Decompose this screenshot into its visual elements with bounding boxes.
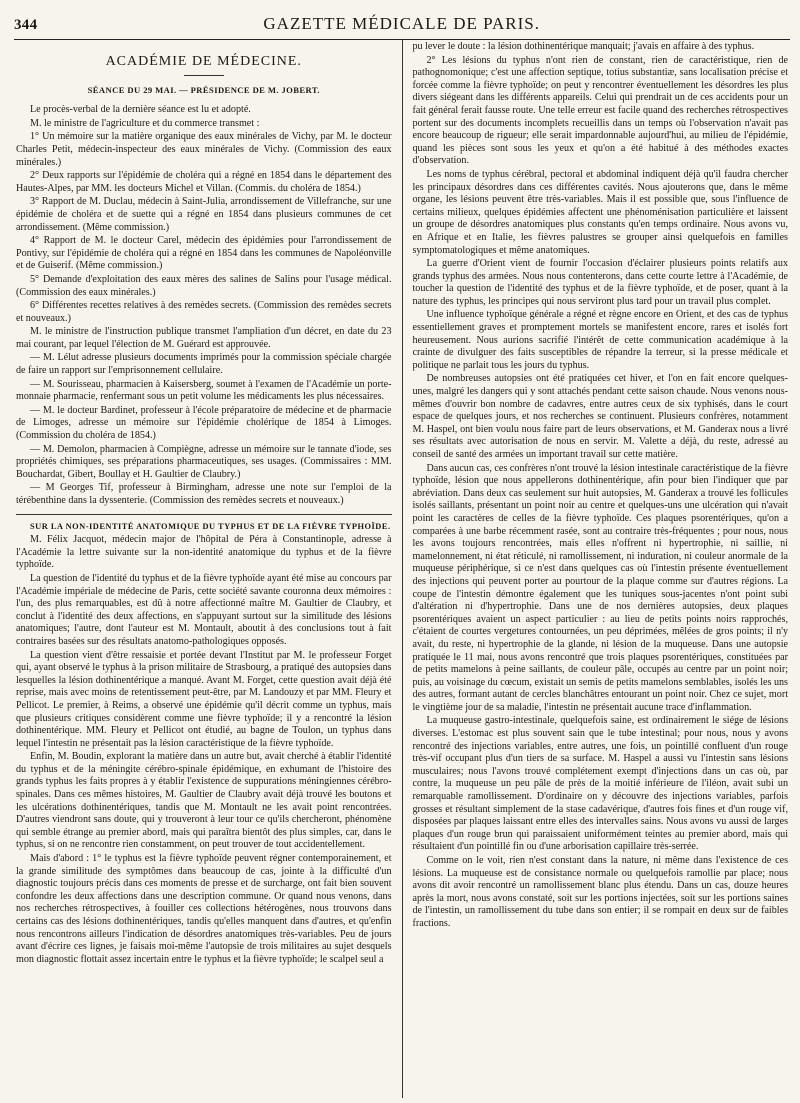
paragraph: 5° Demande d'exploitation des eaux mères des salines de Salins pour l'usage médical. (Commission des eaux minérales.) [16,273,392,298]
paragraph: 1° Un mémoire sur la matière organique des eaux minérales de Vichy, par M. le docteur Charles Petit, médecin-inspecteur des eaux minérales de Vichy. (Commission des eaux minérales.) [16,131,392,168]
paragraph: — M. le docteur Bardinet, professeur à l'école préparatoire de médecine et de pharmacie de Limoges, adresse un mémoire sur l'épidémie cholérique de 1854 à Limoges. (Commission du choléra de 1854.) [16,404,392,442]
paragraph: M. le ministre de l'instruction publique transmet l'ampliation d'un décret, en date du 23 mai courant, par lequel l'élection de M. Guérard est approuvée. [16,326,392,350]
paragraph: pu lever le doute : la lésion dothinentérique manquait; j'avais en affaire à des typhus. [412,41,755,52]
page-number: 344 [14,17,38,33]
paragraph: Dans aucun cas, ces confrères n'ont trouvé la lésion intestinale caractéristique de la fièvre typhoïde, lésion que nous appellerons dothinentérique, afin pour bien l'indiquer que par abréviation. Dans deux cas seulement sur huit autopsies, M. Ganderax a trouvé les follicules isolés saillants, présentant un point noir au centre et quelques-uns une ulcération qui n'avait point les caractères de celles de la fièvre typhoïde. Ces plaques psorentériques, qu'on a comparées à une barbe récemment rasée, sont au contraire très-fréquentes ; pour nous, nous les avons toujours rencontrées, mais elles n'offrent ni hypertrophie, ni saillie, ni mamelonnement, ni état réticulé, ni ramollissement, ni induration, ni couleur anormale de la muqueuse périphérique, si ce n'est dans quelques cas où l'intestin présente éventuellement des injections qui peuvent porter au pourtour de la plaque comme sur d'autres régions. La coupe de l'intestin démontre également que les tuniques sous-jacentes n'ont point subi d'altération ni d'hypertrophie. Dans une de nos dernières autopsies, deux plaques psorentériques avaient un aspect particulier : au lieu de petits points noirs rapprochés, c'étaient de courtes vergetures contournées, un peu déprimées, mêlées de gros points; il n'y avait, du reste, ni hypertrophie de la glande, ni lésion de la muqueuse. Dans une autopsie pratiquée le 11 mai, nous avons rencontré que trois plaques psorentériques, constituées par de petits mamelons à peine saillants, de couleur pâle, occupés au centre par un point noir; puis, au voisinage du cœcum, existait un semis de petits mamelons semblables, isolés les uns des autres, formant autant de cercles blanchâtres entourant un point noir. Chez ce sujet, mort le vingtième jour de sa maladie, l'intestin ne présentait aucune trace d'inflammation. [412,462,788,713]
paragraph: 2° Deux rapports sur l'épidémie de choléra qui a régné en 1854 dans le département des Hautes-Alpes, par MM. les docteurs Michel et Villan. (Commis. du choléra de 1854.) [16,170,392,194]
paragraph: 6° Différentes recettes relatives à des remèdes secrets. (Commission des remèdes secrets et nouveaux.) [16,300,392,324]
paragraph: Une influence typhoïque générale a régné et règne encore en Orient, et des cas de typhus essentiellement graves et promptement mortels se manifestent encore, rares et isolés fort heureusement. Nous aurions sacrifié l'intérêt de cette communication académique à la crainte de divulguer des faits susceptibles de répandre la terreur, si la presse médicale et politique ne parlait tous les jours du typhus. [412,309,788,371]
paragraph: — M. Demolon, pharmacien à Compiègne, adresse un mémoire sur le tannate d'iode, ses propriétés chimiques, ses préparations pharmaceutiques, ses usages. (Commissaires : MM. Bouchardat, Gibert, Boullay et H. Gaultier de Claubry.) [16,443,392,480]
subsection-title: SUR LA NON-IDENTITÉ ANATOMIQUE DU TYPHUS ET DE LA FIÈVRE TYPHOÏDE. [30,521,391,531]
paragraph: — M. Sourisseau, pharmacien à Kaisersberg, soumet à l'examen de l'Académie un porte-monnaie pharmacie, renfermant sous un petit volume les médicaments les plus nécessaires. [16,378,392,403]
section-title-rule [184,75,224,76]
paragraph: 4° Rapport de M. le docteur Carel, médecin des épidémies pour l'arrondissement de Pontivy, sur l'épidémie de choléra qui a régné en 1854 dans les communes de Napoléonville et de Guiserif. (Même commission.) [16,235,392,272]
two-column-body [14,40,790,1098]
paragraph: 2° Les lésions du typhus n'ont rien de constant, rien de caractéristique, rien de pathognomonique; c'est une affection septique, totius substantiæ, sans localisation précise et forcée comme la fièvre typhoïde; on peut y rencontrer éventuellement les désordres les plus divers siégeant dans les différents appareils. Celui qui prendrait un de ces accidents pour un fait général ferait fausse route. Une telle erreur est facile quand des recherches rétrospectives portent sur des documents incomplets recueillis dans un temps où l'observation n'avait pas encore beaucoup de rigueur; elle serait impardonnable aujourd'hui, au milieu de l'épidémie, quand les pièces sont sous les yeux et qu'on a été habitué à des méthodes exactes d'observation. [412,54,788,167]
page-header [14,14,790,34]
subsection-rule [16,514,392,515]
paragraph: La guerre d'Orient vient de fournir l'occasion d'éclairer plusieurs points relatifs aux grands typhus des armées. Nous nous contenterons, dans cette courte lettre à l'Académie, de toucher la question de l'identité des typhus et de la fièvre typhoïde, et de poser, quant à la nature des typhus, les principes qui nous serviront plus tard pour un travail plus complet. [412,258,788,307]
paragraph: Comme on le voit, rien n'est constant dans la nature, ni même dans l'existence de ces lésions. La muqueuse est de consistance normale ou quelquefois ramollie par place; nous avons dit avoir rencontré un ramollissement blanc plus étendu. Dans un cas, douze heures après la mort, nous avons constaté, soit sur les portions injectées, soit sur les portions saines de l'intestin, un ramollissement du tube dans son entier; il se rompait en deux sur de faibles fractions. [412,855,788,929]
paragraph: Enfin, M. Boudin, explorant la matière dans un autre but, avait cherché à établir l'identité du typhus et de la méningite cérébro-spinale épidémique, en exhumant de l'histoire des grands typhus les faits propres à y établir l'existence de suppurations méningiennes cérébro-spinales. Dans ces mêmes histoires, M. Gaultier de Claubry avait déjà trouvé les boutons et les ulcérations dothinentériques, tandis que M. Montault ne les avait point rencontrées. D'autres viendront sans doute, qui y trouveront à leur tour ce qu'ils chercheront, phénomène qui semble étrange au premier abord, mais qui paraîtra bientôt des plus simples, car, dans le typhus, si on ne rencontre rien constamment, on peut trouver de tout accidentellement. [16,751,392,851]
journal-title: GAZETTE MÉDICALE DE PARIS. [263,14,540,33]
paragraph: Les noms de typhus cérébral, pectoral et abdominal indiquent déjà qu'il faudra chercher les principaux désordres dans ces différentes cavités. Nous ajouterons que, dans le même organe, les lésions peuvent être très-variables. Mais il est possible que, sous l'influence de certains milieux, quelques épidémies affectent une phénoménisation particulière et laissent un groupe de désordres anatomiques plus constants qu'en temps ordinaire. Nous avons vu, en Afrique et en Italie, les fièvres palustres se grouper ainsi quelquefois en familles symptomatologiques et même anatomiques. [412,168,788,256]
paragraph: M. le ministre de l'agriculture et du commerce transmet : [30,117,260,129]
paragraph: — M. Lélut adresse plusieurs documents imprimés pour la commission spéciale chargée de faire un rapport sur l'emprisonnement cellulaire. [16,352,392,377]
paragraph: Le procès-verbal de la dernière séance est lu et adopté. [30,104,251,116]
section-title: ACADÉMIE DE MÉDECINE. [105,54,302,69]
paragraph: De nombreuses autopsies ont été pratiquées cet hiver, et l'on en fait encore quelques-unes, malgré les dangers qui y sont attachés pendant cette saison chaude. Nous venons nous-mêmes d'ouvrir bon nombre de cadavres, entre autres ceux de six typhisés, dans le court espace de quelques jours, et nos recherches se continuent. Plusieurs confrères, notamment M. Haspel, ont bien voulu nous faire part de leurs observations, et M. Ganderax nous a livré ses résultats avec autorisation de nous en servir. M. Valette a déjà, du reste, adressé au conseil de santé des armées un important travail sur cette matière. [412,373,788,460]
left-column [14,40,402,1098]
paragraph: — M Georges Tif, professeur à Birmingham, adresse une note sur l'emploi de la térébenthine dans la dyssenterie. (Commission des remèdes secrets et nouveaux.) [16,482,392,506]
paragraph: 3° Rapport de M. Duclau, médecin à Saint-Julia, arrondissement de Villefranche, sur une épidémie de choléra et de suette qui a régné en 1854 dans plusieurs communes de cet arrondissement. (Même commission.) [16,196,392,233]
paragraph: M. Félix Jacquot, médecin major de l'hôpital de Péra à Constantinople, adresse à l'Académie la lettre suivante sur la non-identité anatomique du typhus et de la fièvre typhoïde. [16,534,392,571]
paragraph: Mais d'abord : 1° le typhus est la fièvre typhoïde peuvent régner contemporainement, et la grande similitude des symptômes dans beaucoup de cas, jointe à la difficulté d'un diagnostic toujours précis dans ces moments de presse et de surcharge, ont fait bien souvent confondre les deux affections dans une description commune. Or quand nous venons, dans nos recherches rétrospectives, à fouiller ces collections hétérogènes, nous trouvons dans certains cas des lésions dothinentériques, tandis qu'elles manquent dans d'autres, et qu'enfin nous rencontrons ailleurs l'indication de désordres anatomiques très-variables. Peu de jours avant d'écrire ces lignes, je faisais moi-même l'autopsie de trois militaires au sujet desquels mon diagnostic flottait assez incertain entre le typhus et la fièvre typhoïde; le scalpel seul a [16,853,392,965]
paragraph: La question vient d'être ressaisie et portée devant l'Institut par M. le professeur Forget qui, ayant observé le typhus à la prison militaire de Strasbourg, a pratiqué des autopsies dans lesquelles la lésion dothinentérique a manqué. Avant M. Forget, cette question avait déjà été reprise, mais avec moins de retentissement peut-être, par M. Landouzy et par MM. Fleury et Pellicot. Le premier, à Reims, a observé une épidémie qu'il décrit comme un typhus, mais que plusieurs critiques considèrent comme une fièvre typhoïde; il y a rencontré la lésion dothinentérique. MM. Fleury et Pellicot ont étudié, au bagne de Toulon, un typhus dans lequel l'intestin ne présentait pas la lésion caractéristique de la fièvre typhoïde. [16,649,392,749]
paragraph: La question de l'identité du typhus et de la fièvre typhoïde ayant été mise au concours par l'Académie impériale de médecine de Paris, cette société savante couronna deux mémoires : l'un, des plus remarquables, est dû à notre affectionné maître M. Gaultier de Claubry, et conclut à l'identité des deux affections, en s'appuyant surtout sur la similitude des lésions anatomiques; l'autre, dont l'auteur est M. Montault, aboutit à des conclusions tout à fait contraires basées sur des résultats anatomo-pathologiques opposés. [16,572,392,647]
paragraph: La muqueuse gastro-intestinale, quelquefois saine, est ordinairement le siége de lésions diverses. L'estomac est plus souvent sain que le tube intestinal; pour nous, nous y avons rencontré des injections variables, entre autres, une fois, un pointillé confluent d'un rouge très-vif occupant plus d'un tiers de sa surface. M. Haspel a aussi vu l'intestin sans lésions musculaires; nous l'avons trouvé complétement exempt d'injections dans un cas où, par contre, la muqueuse un peu pâle de près de la moitié inférieure de l'iléon, avait subi un remarquable ramollissement. D'ordinaire on y découvre des injections variables, parfois grosses et résultant simplement de la stase cadavérique, d'autres fois fines et d'un rouge vif, disposées par plaques laissant entre elles des intervalles sains. Nous avons vu aussi de larges plaques d'un rouge brun qui paraissaient uniformément teintes au premier abord, mais qui résultaient d'un pointillé fin ou d'une arborisation capillaire très-serrée. [412,715,788,853]
right-column [403,40,791,1098]
seance-heading: SÉANCE DU 29 MAI. — PRÉSIDENCE DE M. JOBERT. [87,84,320,95]
